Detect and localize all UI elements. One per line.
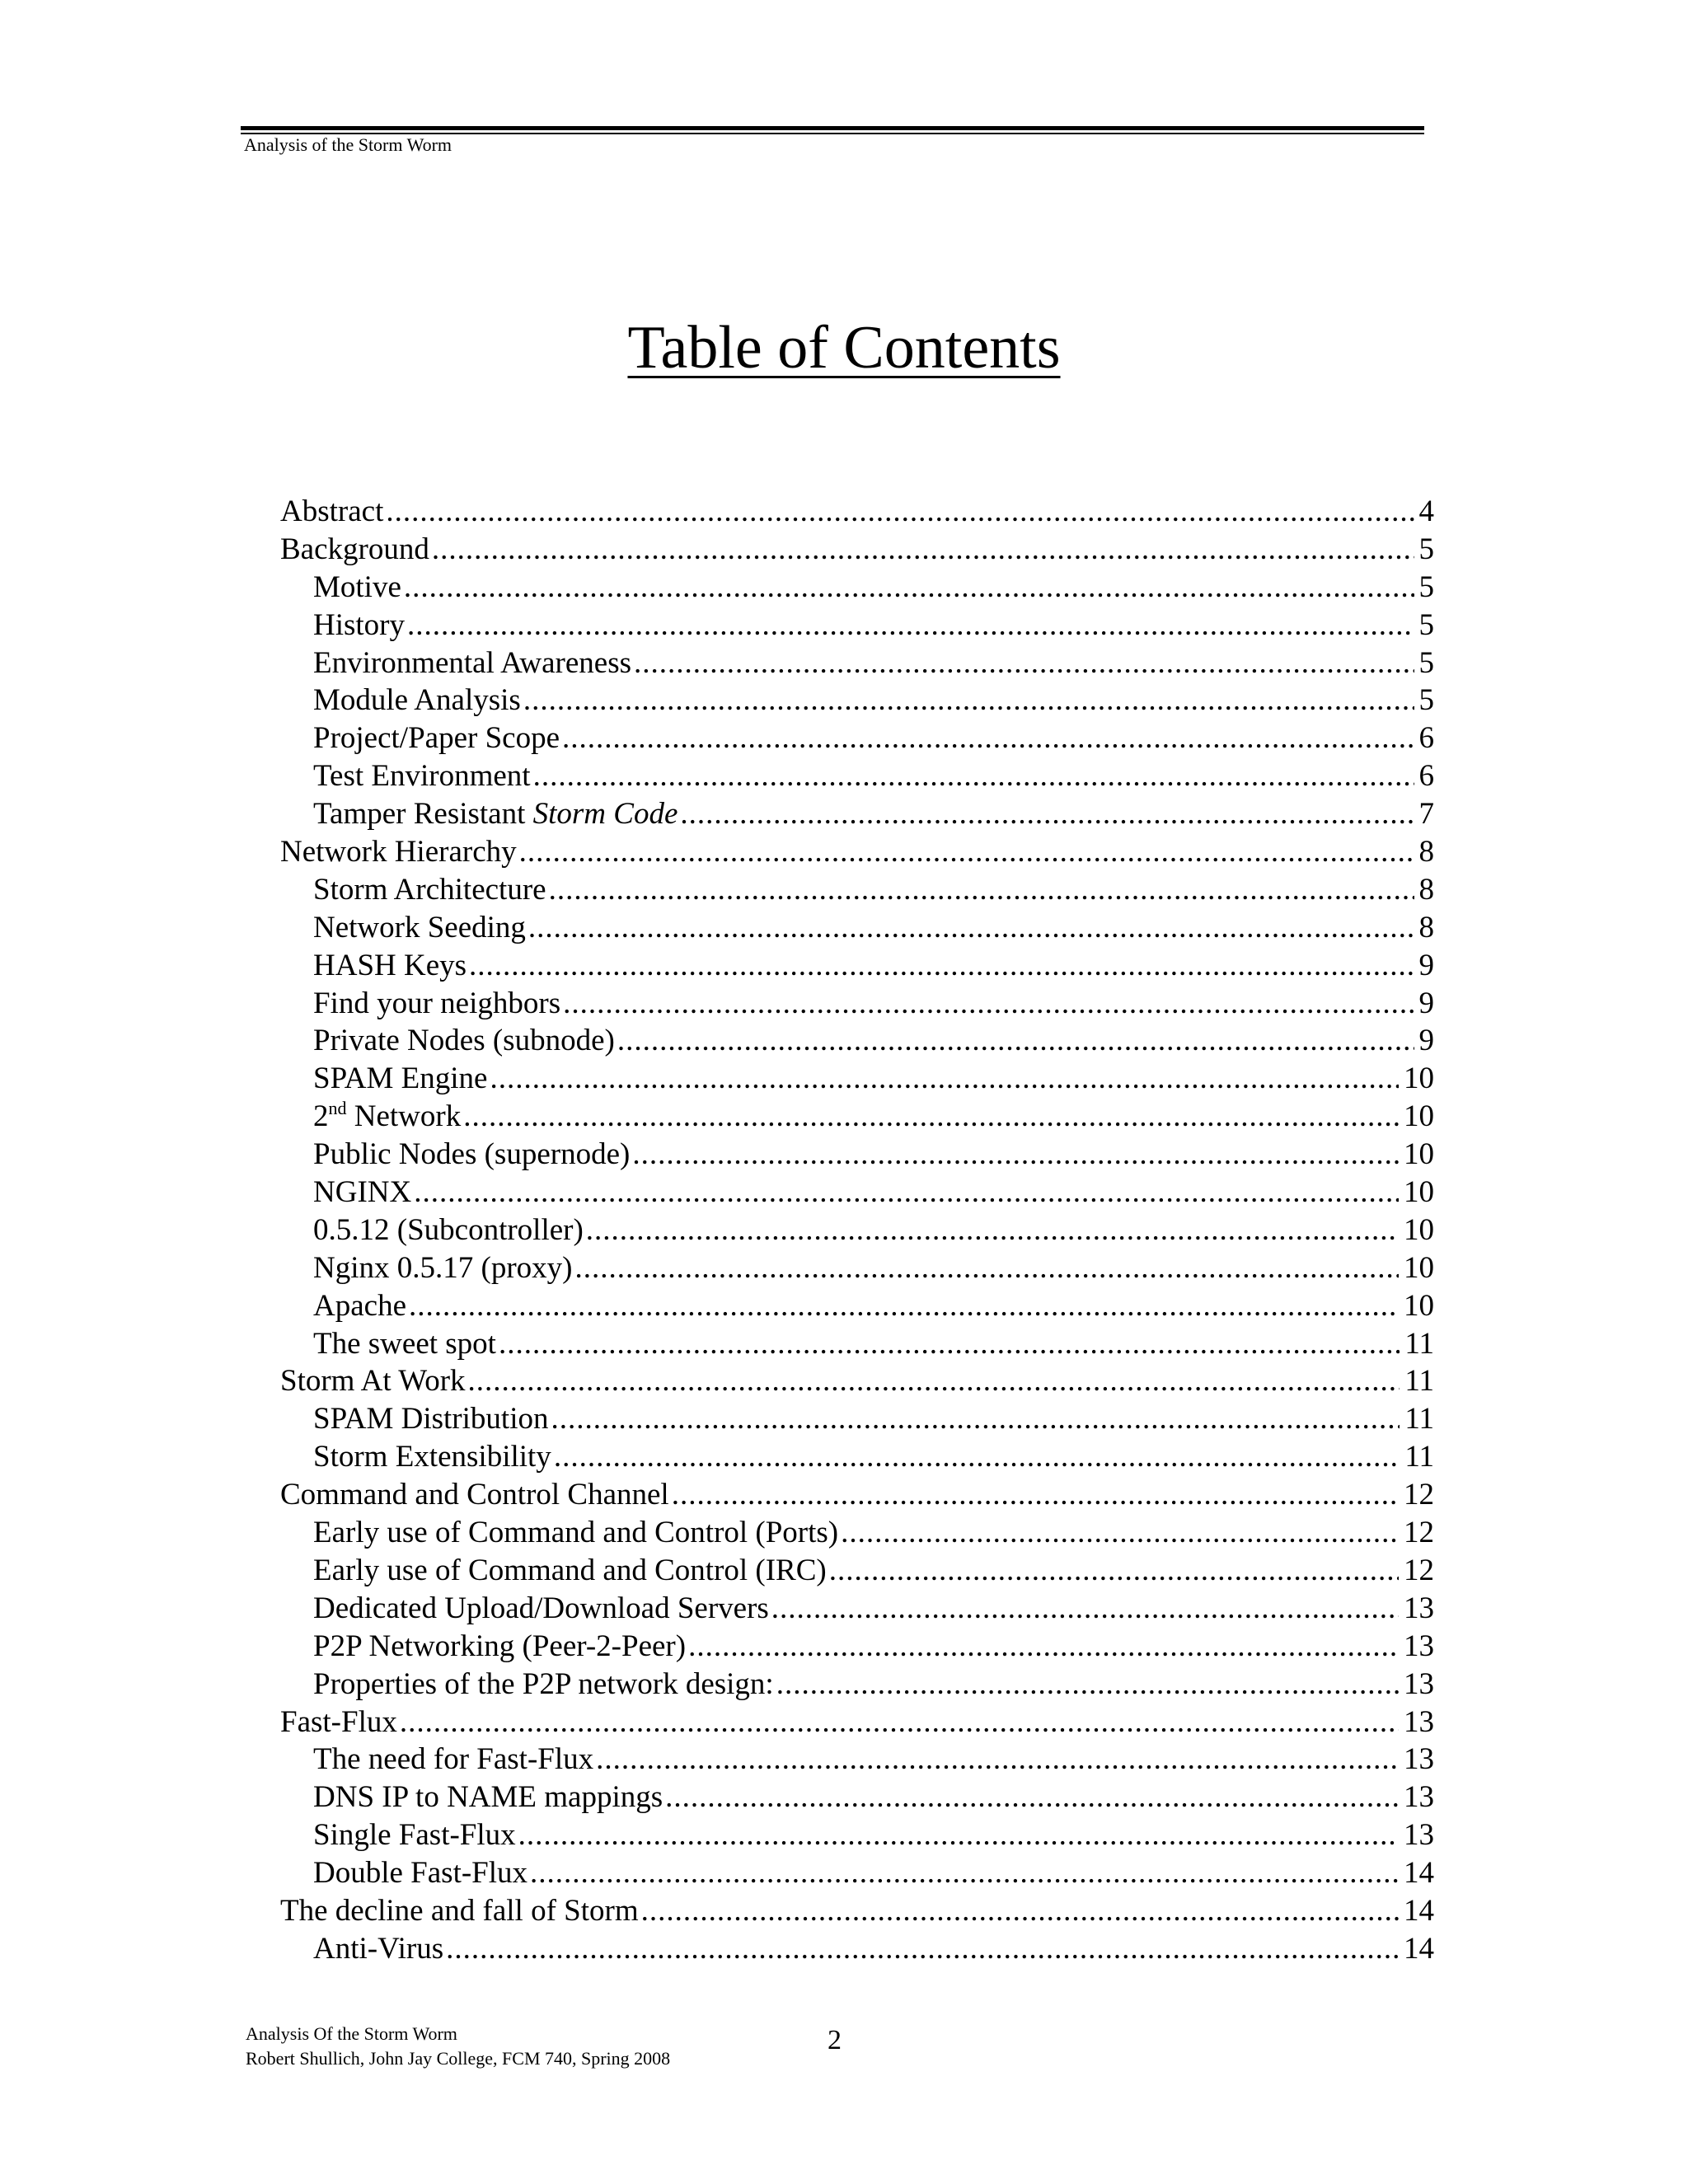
toc-entry-label (280, 1892, 639, 1930)
toc-entry-page-number: 12 (1404, 1478, 1434, 1512)
page-title (0, 308, 1688, 387)
toc-leader-dots (407, 607, 1414, 644)
toc-leader-dots (518, 1816, 1399, 1854)
toc-leader-dots (499, 1325, 1400, 1363)
toc-entry-page-number: 10 (1404, 1062, 1434, 1096)
toc-entry-label (313, 1060, 487, 1098)
toc-entry-subsection[interactable] (280, 1628, 1434, 1666)
toc-entry-label (313, 795, 678, 833)
toc-entry-label (313, 1514, 838, 1552)
toc-entry-label (313, 569, 401, 607)
toc-entry-page-number: 10 (1404, 1250, 1434, 1285)
toc-entry-label-text: Early use of Command and Control (Ports) (313, 1516, 839, 1550)
toc-entry-page-number: 4 (1418, 494, 1434, 528)
toc-entry-label-text: Tamper Resistant (313, 797, 533, 832)
toc-entry-section[interactable] (280, 1892, 1434, 1930)
toc-leader-dots (841, 1514, 1399, 1552)
toc-entry-label (313, 607, 405, 644)
toc-entry-label-text: Motive (313, 569, 401, 604)
toc-entry-label-text: Test Environment (313, 759, 531, 794)
toc-entry-subsection[interactable] (280, 1098, 1434, 1136)
toc-entry-subsection[interactable] (280, 1514, 1434, 1552)
toc-entry-subsection[interactable] (280, 1136, 1434, 1174)
toc-entry-subsection[interactable] (280, 1816, 1434, 1854)
toc-entry-label-text: The decline and fall of Storm (280, 1893, 639, 1928)
toc-entry-subsection[interactable] (280, 1779, 1434, 1816)
toc-entry-page-number: 10 (1404, 1288, 1434, 1323)
toc-entry-label-text: Environmental Awareness (313, 645, 632, 680)
toc-entry-section[interactable] (280, 1362, 1434, 1400)
page-title-text: Table of Contents (627, 314, 1061, 382)
toc-entry-subsection[interactable] (280, 1325, 1434, 1363)
toc-entry-page-number: 5 (1418, 645, 1434, 680)
toc-entry-subsection[interactable] (280, 1212, 1434, 1249)
page-number: 2 (828, 2025, 842, 2055)
toc-entry-page-number: 13 (1404, 1629, 1434, 1663)
toc-entry-label (313, 682, 521, 719)
toc-leader-dots (519, 833, 1414, 871)
toc-entry-page-number: 9 (1418, 948, 1434, 982)
toc-entry-label-text: Command and Control Channel (280, 1478, 669, 1512)
toc-leader-dots (641, 1892, 1399, 1930)
toc-entry-label-text: Anti-Virus (313, 1931, 444, 1966)
toc-leader-dots (563, 985, 1414, 1023)
footer-credits (246, 2022, 670, 2071)
toc-entry-subsection[interactable] (280, 682, 1434, 719)
toc-entry-page-number: 11 (1404, 1326, 1434, 1361)
toc-entry-label (313, 719, 560, 757)
toc-entry-label-text: The need for Fast-Flux (313, 1742, 594, 1777)
toc-entry-page-number: 12 (1404, 1553, 1434, 1587)
footer-line-title: Analysis Of the Storm Worm (246, 2023, 457, 2044)
toc-entry-label (313, 1249, 572, 1287)
toc-leader-dots (680, 795, 1414, 833)
toc-entry-label-text: Background (280, 532, 429, 566)
toc-entry-label-text: Properties of the P2P network design: (313, 1666, 774, 1701)
toc-entry-label-superscript: nd (328, 1098, 347, 1119)
toc-entry-label (313, 1098, 461, 1136)
toc-entry-label-text: SPAM Engine (313, 1062, 488, 1096)
toc-entry-label-text: P2P Networking (Peer-2-Peer) (313, 1629, 687, 1663)
toc-entry-section[interactable] (280, 493, 1434, 531)
toc-leader-dots (414, 1174, 1399, 1212)
toc-leader-dots (386, 493, 1414, 531)
toc-entry-subsection[interactable] (280, 1741, 1434, 1779)
toc-entry-subsection[interactable] (280, 1400, 1434, 1438)
toc-leader-dots (530, 1854, 1399, 1892)
toc-entry-label (313, 1854, 528, 1892)
toc-entry-label (313, 909, 526, 947)
toc-leader-dots (404, 569, 1414, 607)
toc-entry-subsection[interactable] (280, 985, 1434, 1023)
toc-entry-page-number: 14 (1404, 1856, 1434, 1891)
toc-entry-label (280, 1362, 466, 1400)
toc-entry-label (280, 531, 429, 569)
toc-entry-label (313, 1930, 443, 1968)
toc-leader-dots (549, 871, 1414, 909)
header-rule (241, 126, 1424, 130)
toc-entry-page-number: 13 (1404, 1742, 1434, 1777)
toc-entry-page-number: 7 (1418, 797, 1434, 832)
toc-entry-page-number: 6 (1418, 759, 1434, 794)
toc-entry-label (280, 493, 383, 531)
toc-entry-page-number: 5 (1418, 532, 1434, 566)
toc-entry-page-number: 11 (1404, 1364, 1434, 1399)
toc-entry-label-text: 2 (313, 1099, 329, 1134)
toc-entry-subsection[interactable] (280, 1287, 1434, 1325)
toc-leader-dots (829, 1552, 1399, 1590)
toc-entry-label-text: Network Seeding (313, 910, 526, 944)
toc-entry-label-text: The sweet spot (313, 1326, 496, 1361)
toc-entry-page-number: 10 (1404, 1175, 1434, 1210)
toc-entry-label (313, 1022, 615, 1060)
toc-leader-dots (490, 1060, 1399, 1098)
toc-entry-subsection[interactable] (280, 757, 1434, 795)
toc-entry-page-number: 10 (1404, 1212, 1434, 1247)
toc-leader-dots (463, 1098, 1399, 1136)
toc-entry-label-text: HASH Keys (313, 948, 467, 982)
toc-entry-page-number: 11 (1404, 1402, 1434, 1436)
toc-entry-label (313, 1212, 584, 1249)
toc-entry-page-number: 10 (1404, 1099, 1434, 1134)
toc-leader-dots (551, 1400, 1400, 1438)
toc-entry-label (313, 1287, 406, 1325)
toc-entry-page-number: 13 (1404, 1780, 1434, 1815)
toc-entry-subsection[interactable] (280, 1854, 1434, 1892)
toc-entry-subsection[interactable] (280, 1249, 1434, 1287)
toc-leader-dots (617, 1022, 1414, 1060)
toc-leader-dots (776, 1666, 1399, 1704)
toc-entry-page-number: 8 (1418, 910, 1434, 944)
toc-entry-label-text: Module Analysis (313, 683, 521, 718)
toc-entry-label-text: Double Fast-Flux (313, 1856, 528, 1891)
toc-entry-page-number: 9 (1418, 986, 1434, 1020)
toc-entry-label (313, 1438, 551, 1476)
toc-entry-page-number: 9 (1418, 1024, 1434, 1058)
toc-entry-label-text: Storm Extensibility (313, 1440, 551, 1474)
toc-leader-dots (688, 1628, 1399, 1666)
toc-entry-section[interactable] (280, 1476, 1434, 1514)
toc-entry-section[interactable] (280, 833, 1434, 871)
toc-entry-page-number: 6 (1418, 721, 1434, 756)
toc-entry-label (313, 1136, 630, 1174)
toc-entry-label-text: SPAM Distribution (313, 1402, 549, 1436)
toc-entry-page-number: 10 (1404, 1137, 1434, 1172)
toc-entry-label-text: Early use of Command and Control (IRC) (313, 1553, 827, 1587)
toc-entry-label (313, 1741, 593, 1779)
toc-entry-label (313, 1590, 769, 1628)
toc-entry-subsection[interactable] (280, 1666, 1434, 1704)
toc-entry-subsection[interactable] (280, 1552, 1434, 1590)
toc-entry-page-number: 5 (1418, 607, 1434, 642)
toc-entry-page-number: 5 (1418, 683, 1434, 718)
toc-leader-dots (596, 1741, 1399, 1779)
toc-leader-dots (446, 1930, 1399, 1968)
toc-entry-label (313, 1400, 548, 1438)
toc-entry-subsection[interactable] (280, 795, 1434, 833)
toc-entry-subsection[interactable] (280, 1174, 1434, 1212)
toc-leader-dots (409, 1287, 1399, 1325)
toc-entry-label-text: Abstract (280, 494, 384, 528)
toc-entry-page-number: 12 (1404, 1516, 1434, 1550)
toc-entry-subsection[interactable] (280, 1438, 1434, 1476)
toc-entry-subsection[interactable] (280, 1060, 1434, 1098)
table-of-contents (280, 493, 1434, 1968)
toc-entry-label-text: Find your neighbors (313, 986, 561, 1020)
toc-entry-label-text: Single Fast-Flux (313, 1818, 516, 1853)
toc-leader-dots (771, 1590, 1399, 1628)
toc-entry-label-text: Project/Paper Scope (313, 721, 560, 756)
toc-entry-label (313, 1779, 663, 1816)
toc-entry-label-text: Network Hierarchy (280, 835, 517, 869)
toc-entry-subsection[interactable] (280, 1022, 1434, 1060)
toc-entry-label-text: History (313, 607, 405, 642)
toc-entry-label-italic: Storm Code (532, 797, 678, 832)
toc-entry-label-text: NGINX (313, 1175, 412, 1210)
toc-entry-label (280, 833, 517, 871)
toc-leader-dots (469, 947, 1414, 985)
toc-entry-subsection[interactable] (280, 569, 1434, 607)
toc-entry-label (313, 871, 546, 909)
toc-entry-label-text: Nginx 0.5.17 (proxy) (313, 1250, 573, 1285)
toc-entry-page-number: 13 (1404, 1591, 1434, 1625)
toc-entry-label (313, 1552, 827, 1590)
toc-leader-dots (672, 1476, 1399, 1514)
toc-entry-subsection[interactable] (280, 719, 1434, 757)
toc-leader-dots (562, 719, 1414, 757)
toc-entry-page-number: 14 (1404, 1931, 1434, 1966)
toc-leader-dots (634, 644, 1414, 682)
toc-leader-dots (665, 1779, 1399, 1816)
toc-entry-label-rest: Network (346, 1099, 462, 1134)
toc-entry-label (313, 1628, 686, 1666)
toc-entry-label (313, 947, 467, 985)
toc-entry-page-number: 8 (1418, 872, 1434, 907)
toc-entry-section[interactable] (280, 1704, 1434, 1741)
toc-leader-dots (586, 1212, 1399, 1249)
toc-leader-dots (432, 531, 1414, 569)
toc-entry-label (313, 1666, 774, 1704)
toc-entry-label (280, 1476, 669, 1514)
toc-entry-subsection[interactable] (280, 947, 1434, 985)
toc-leader-dots (400, 1704, 1399, 1741)
toc-entry-label (313, 757, 531, 795)
toc-leader-dots (632, 1136, 1399, 1174)
running-head: Analysis of the Storm Worm (244, 134, 452, 155)
toc-entry-label-text: Apache (313, 1288, 406, 1323)
toc-leader-dots (574, 1249, 1399, 1287)
toc-entry-label (313, 644, 631, 682)
toc-entry-page-number: 11 (1404, 1440, 1434, 1474)
toc-entry-page-number: 14 (1404, 1893, 1434, 1928)
toc-entry-label-text: Fast-Flux (280, 1704, 397, 1739)
toc-entry-page-number: 13 (1404, 1666, 1434, 1701)
toc-leader-dots (533, 757, 1414, 795)
toc-leader-dots (523, 682, 1414, 719)
toc-leader-dots (528, 909, 1414, 947)
toc-entry-page-number: 13 (1404, 1704, 1434, 1739)
toc-entry-label-text: Storm Architecture (313, 872, 546, 907)
toc-entry-label (313, 1325, 496, 1363)
toc-leader-dots (468, 1362, 1400, 1400)
toc-leader-dots (554, 1438, 1400, 1476)
toc-entry-subsection[interactable] (280, 909, 1434, 947)
toc-entry-subsection[interactable] (280, 607, 1434, 644)
toc-entry-subsection[interactable] (280, 871, 1434, 909)
toc-entry-subsection[interactable] (280, 1930, 1434, 1968)
toc-entry-page-number: 5 (1418, 569, 1434, 604)
toc-entry-subsection[interactable] (280, 644, 1434, 682)
toc-entry-label-text: Public Nodes (supernode) (313, 1137, 631, 1172)
toc-entry-label (313, 1174, 411, 1212)
toc-entry-label (280, 1704, 397, 1741)
toc-entry-section[interactable] (280, 531, 1434, 569)
toc-entry-label (313, 985, 560, 1023)
toc-entry-subsection[interactable] (280, 1590, 1434, 1628)
footer-line-author: Robert Shullich, John Jay College, FCM 740, Spring 2008 (246, 2048, 671, 2069)
toc-entry-page-number: 8 (1418, 835, 1434, 869)
toc-entry-label-text: Private Nodes (subnode) (313, 1024, 615, 1058)
toc-entry-label (313, 1816, 516, 1854)
toc-entry-label-text: 0.5.12 (Subcontroller) (313, 1212, 584, 1247)
toc-entry-label-text: Storm At Work (280, 1364, 466, 1399)
toc-entry-label-text: Dedicated Upload/Download Servers (313, 1591, 769, 1625)
toc-entry-label-text: DNS IP to NAME mappings (313, 1780, 663, 1815)
toc-entry-page-number: 13 (1404, 1818, 1434, 1853)
